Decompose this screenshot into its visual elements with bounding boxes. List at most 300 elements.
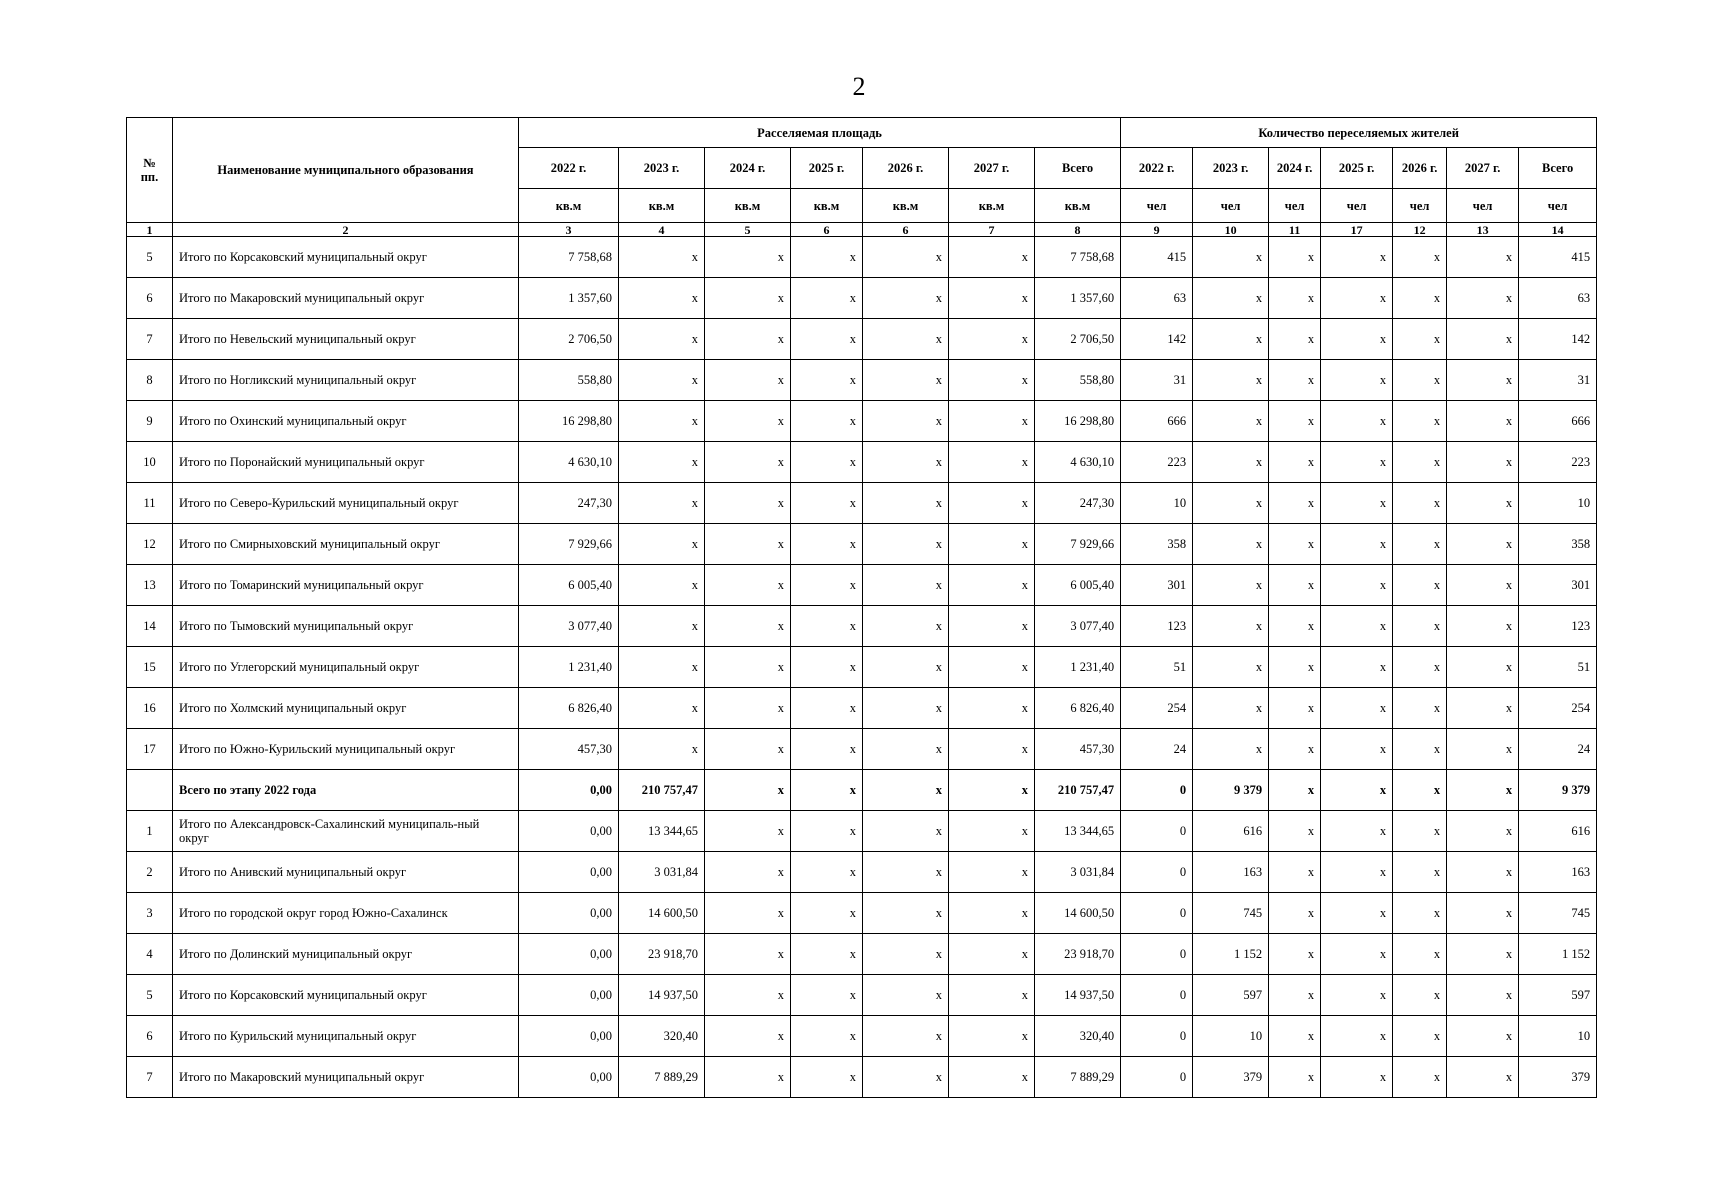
area-value-cell: х: [619, 729, 705, 770]
people-count-cell: 1 152: [1519, 934, 1597, 975]
people-count-cell: х: [1193, 483, 1269, 524]
people-count-cell: х: [1393, 852, 1447, 893]
area-value-cell: х: [791, 729, 863, 770]
area-value-cell: х: [705, 401, 791, 442]
row-number-cell: 7: [127, 319, 173, 360]
area-value-cell: х: [791, 401, 863, 442]
area-unit-header: кв.м: [791, 189, 863, 223]
municipality-name-cell: Итого по Холмский муниципальный округ: [173, 688, 519, 729]
area-value-cell: х: [863, 401, 949, 442]
row-number-cell: 13: [127, 565, 173, 606]
municipality-name-cell: Итого по Тымовский муниципальный округ: [173, 606, 519, 647]
area-value-cell: х: [949, 483, 1035, 524]
people-count-cell: 31: [1121, 360, 1193, 401]
people-count-cell: х: [1393, 319, 1447, 360]
people-count-cell: х: [1393, 278, 1447, 319]
people-count-cell: х: [1321, 237, 1393, 278]
area-value-cell: х: [705, 688, 791, 729]
area-value-cell: 320,40: [619, 1016, 705, 1057]
area-unit-header: кв.м: [519, 189, 619, 223]
row-number-cell: 9: [127, 401, 173, 442]
row-number-cell: 8: [127, 360, 173, 401]
area-value-cell: х: [949, 1016, 1035, 1057]
people-count-cell: х: [1321, 1016, 1393, 1057]
people-count-cell: х: [1447, 565, 1519, 606]
municipality-name-cell: Итого по Курильский муниципальный округ: [173, 1016, 519, 1057]
people-count-cell: х: [1447, 934, 1519, 975]
header-area-group: Расселяемая площадь: [519, 118, 1121, 148]
people-count-cell: 63: [1519, 278, 1597, 319]
people-count-cell: х: [1393, 647, 1447, 688]
table-row: [127, 237, 1597, 278]
people-unit-header: чел: [1519, 189, 1597, 223]
area-value-cell: 0,00: [519, 975, 619, 1016]
people-count-cell: 31: [1519, 360, 1597, 401]
area-value-cell: х: [949, 401, 1035, 442]
area-value-cell: х: [949, 688, 1035, 729]
area-value-cell: х: [619, 606, 705, 647]
people-year-header: 2025 г.: [1321, 148, 1393, 189]
area-year-header: Всего: [1035, 148, 1121, 189]
area-value-cell: 16 298,80: [1035, 401, 1121, 442]
people-count-cell: х: [1269, 647, 1321, 688]
municipality-name-cell: Итого по Макаровский муниципальный округ: [173, 278, 519, 319]
people-count-cell: 10: [1121, 483, 1193, 524]
people-unit-header: чел: [1193, 189, 1269, 223]
area-value-cell: 210 757,47: [1035, 770, 1121, 811]
area-value-cell: 7 758,68: [1035, 237, 1121, 278]
row-number-cell: 6: [127, 1016, 173, 1057]
people-count-cell: х: [1447, 360, 1519, 401]
area-value-cell: х: [791, 975, 863, 1016]
people-count-cell: 616: [1193, 811, 1269, 852]
people-count-cell: х: [1193, 401, 1269, 442]
people-count-cell: х: [1447, 606, 1519, 647]
area-unit-header: кв.м: [1035, 189, 1121, 223]
table-row: [127, 934, 1597, 975]
area-value-cell: 457,30: [1035, 729, 1121, 770]
area-value-cell: х: [949, 934, 1035, 975]
municipality-name-cell: Итого по Южно-Курильский муниципальный округ: [173, 729, 519, 770]
row-number-cell: 10: [127, 442, 173, 483]
row-number-cell: 3: [127, 893, 173, 934]
area-value-cell: х: [949, 319, 1035, 360]
area-value-cell: х: [791, 524, 863, 565]
people-count-cell: х: [1269, 524, 1321, 565]
people-count-cell: 745: [1193, 893, 1269, 934]
people-count-cell: 379: [1519, 1057, 1597, 1098]
people-year-header: 2027 г.: [1447, 148, 1519, 189]
municipality-name-cell: Итого по Макаровский муниципальный округ: [173, 1057, 519, 1098]
people-count-cell: х: [1447, 483, 1519, 524]
area-value-cell: х: [791, 360, 863, 401]
row-number-cell: 4: [127, 934, 173, 975]
people-count-cell: х: [1269, 1057, 1321, 1098]
area-value-cell: 7 758,68: [519, 237, 619, 278]
people-count-cell: 597: [1193, 975, 1269, 1016]
area-year-header: 2024 г.: [705, 148, 791, 189]
column-number: 9: [1121, 223, 1193, 237]
area-value-cell: х: [863, 1057, 949, 1098]
people-count-cell: 142: [1121, 319, 1193, 360]
area-value-cell: х: [619, 524, 705, 565]
people-count-cell: 301: [1519, 565, 1597, 606]
area-value-cell: х: [705, 483, 791, 524]
area-value-cell: х: [705, 237, 791, 278]
people-count-cell: х: [1269, 770, 1321, 811]
municipality-name-cell: Всего по этапу 2022 года: [173, 770, 519, 811]
people-count-cell: 254: [1121, 688, 1193, 729]
area-value-cell: 4 630,10: [519, 442, 619, 483]
people-count-cell: 9 379: [1193, 770, 1269, 811]
people-year-header: 2026 г.: [1393, 148, 1447, 189]
area-value-cell: х: [791, 1057, 863, 1098]
people-count-cell: 415: [1519, 237, 1597, 278]
area-value-cell: х: [705, 1016, 791, 1057]
area-value-cell: х: [791, 278, 863, 319]
people-count-cell: 51: [1519, 647, 1597, 688]
people-count-cell: х: [1269, 975, 1321, 1016]
area-year-header: 2025 г.: [791, 148, 863, 189]
people-count-cell: х: [1447, 442, 1519, 483]
area-value-cell: 7 889,29: [619, 1057, 705, 1098]
people-count-cell: х: [1269, 934, 1321, 975]
municipality-name-cell: Итого по Северо-Курильский муниципальный округ: [173, 483, 519, 524]
area-value-cell: 7 889,29: [1035, 1057, 1121, 1098]
people-count-cell: х: [1269, 1016, 1321, 1057]
area-value-cell: х: [791, 688, 863, 729]
people-count-cell: х: [1321, 442, 1393, 483]
people-count-cell: х: [1321, 401, 1393, 442]
municipality-name-cell: Итого по Ногликский муниципальный округ: [173, 360, 519, 401]
people-count-cell: х: [1393, 934, 1447, 975]
people-count-cell: х: [1447, 319, 1519, 360]
area-value-cell: х: [791, 811, 863, 852]
area-value-cell: 4 630,10: [1035, 442, 1121, 483]
people-count-cell: х: [1393, 729, 1447, 770]
area-value-cell: х: [949, 852, 1035, 893]
area-value-cell: х: [863, 975, 949, 1016]
area-value-cell: х: [619, 237, 705, 278]
area-value-cell: 1 231,40: [519, 647, 619, 688]
table-row: [127, 319, 1597, 360]
header-name: Наименование муниципального образования: [173, 118, 519, 223]
column-number: 2: [173, 223, 519, 237]
people-count-cell: х: [1447, 852, 1519, 893]
area-value-cell: х: [791, 237, 863, 278]
people-count-cell: х: [1269, 811, 1321, 852]
area-value-cell: х: [949, 442, 1035, 483]
area-value-cell: х: [863, 893, 949, 934]
area-unit-header: кв.м: [863, 189, 949, 223]
area-value-cell: х: [863, 319, 949, 360]
area-unit-header: кв.м: [619, 189, 705, 223]
area-value-cell: х: [619, 688, 705, 729]
area-value-cell: х: [863, 1016, 949, 1057]
area-value-cell: х: [705, 729, 791, 770]
area-value-cell: х: [705, 975, 791, 1016]
row-number-cell: 5: [127, 237, 173, 278]
area-value-cell: 16 298,80: [519, 401, 619, 442]
area-value-cell: 23 918,70: [1035, 934, 1121, 975]
people-count-cell: 0: [1121, 893, 1193, 934]
table-row: [127, 852, 1597, 893]
area-value-cell: х: [619, 319, 705, 360]
area-value-cell: х: [949, 278, 1035, 319]
area-value-cell: 0,00: [519, 934, 619, 975]
column-number: 3: [519, 223, 619, 237]
people-count-cell: х: [1321, 852, 1393, 893]
people-count-cell: х: [1393, 1057, 1447, 1098]
table-row: [127, 401, 1597, 442]
row-number-cell: 16: [127, 688, 173, 729]
people-count-cell: 223: [1519, 442, 1597, 483]
table-row: [127, 1016, 1597, 1057]
people-count-cell: х: [1393, 606, 1447, 647]
area-value-cell: 13 344,65: [619, 811, 705, 852]
people-count-cell: х: [1269, 360, 1321, 401]
municipality-name-cell: Итого по Смирныховский муниципальный округ: [173, 524, 519, 565]
people-count-cell: 597: [1519, 975, 1597, 1016]
municipality-name-cell: Итого по Томаринский муниципальный округ: [173, 565, 519, 606]
people-count-cell: 142: [1519, 319, 1597, 360]
column-number: 6: [863, 223, 949, 237]
people-count-cell: 9 379: [1519, 770, 1597, 811]
people-unit-header: чел: [1321, 189, 1393, 223]
area-value-cell: 3 031,84: [619, 852, 705, 893]
area-value-cell: х: [619, 278, 705, 319]
area-value-cell: х: [863, 442, 949, 483]
area-value-cell: 14 937,50: [1035, 975, 1121, 1016]
column-number: 17: [1321, 223, 1393, 237]
area-value-cell: х: [863, 483, 949, 524]
people-count-cell: х: [1321, 1057, 1393, 1098]
people-count-cell: 0: [1121, 1057, 1193, 1098]
people-count-cell: х: [1193, 524, 1269, 565]
resettlement-table: [126, 117, 1597, 1098]
area-value-cell: 247,30: [519, 483, 619, 524]
column-number: 5: [705, 223, 791, 237]
people-count-cell: х: [1269, 237, 1321, 278]
area-value-cell: х: [705, 934, 791, 975]
area-value-cell: х: [949, 770, 1035, 811]
header-people-group: Количество переселяемых жителей: [1121, 118, 1597, 148]
people-count-cell: х: [1269, 852, 1321, 893]
table-row: [127, 360, 1597, 401]
people-count-cell: 10: [1193, 1016, 1269, 1057]
people-count-cell: х: [1447, 893, 1519, 934]
people-count-cell: х: [1447, 278, 1519, 319]
area-value-cell: х: [791, 770, 863, 811]
people-count-cell: 301: [1121, 565, 1193, 606]
people-count-cell: х: [1193, 647, 1269, 688]
area-value-cell: х: [863, 606, 949, 647]
people-count-cell: х: [1393, 1016, 1447, 1057]
area-value-cell: х: [863, 852, 949, 893]
column-number: 14: [1519, 223, 1597, 237]
area-value-cell: х: [863, 688, 949, 729]
area-value-cell: 6 005,40: [1035, 565, 1121, 606]
table-row: [127, 647, 1597, 688]
area-value-cell: х: [705, 647, 791, 688]
people-count-cell: х: [1447, 770, 1519, 811]
area-value-cell: х: [705, 893, 791, 934]
area-value-cell: 3 077,40: [519, 606, 619, 647]
people-count-cell: 254: [1519, 688, 1597, 729]
municipality-name-cell: Итого по Долинский муниципальный округ: [173, 934, 519, 975]
people-count-cell: 358: [1121, 524, 1193, 565]
people-count-cell: х: [1447, 237, 1519, 278]
people-count-cell: 616: [1519, 811, 1597, 852]
municipality-name-cell: Итого по Анивский муниципальный округ: [173, 852, 519, 893]
table-row: [127, 442, 1597, 483]
table-row: [127, 524, 1597, 565]
people-year-header: Всего: [1519, 148, 1597, 189]
area-value-cell: х: [949, 606, 1035, 647]
people-count-cell: х: [1269, 729, 1321, 770]
area-value-cell: х: [791, 647, 863, 688]
area-year-header: 2026 г.: [863, 148, 949, 189]
people-count-cell: х: [1321, 360, 1393, 401]
people-count-cell: х: [1321, 606, 1393, 647]
area-value-cell: х: [791, 606, 863, 647]
area-value-cell: 0,00: [519, 1057, 619, 1098]
table-row: [127, 1057, 1597, 1098]
area-value-cell: х: [705, 524, 791, 565]
people-count-cell: х: [1447, 524, 1519, 565]
area-value-cell: 0,00: [519, 770, 619, 811]
area-value-cell: 1 357,60: [519, 278, 619, 319]
people-unit-header: чел: [1121, 189, 1193, 223]
people-count-cell: 0: [1121, 811, 1193, 852]
people-count-cell: 63: [1121, 278, 1193, 319]
people-count-cell: х: [1193, 606, 1269, 647]
people-count-cell: х: [1193, 319, 1269, 360]
people-count-cell: 223: [1121, 442, 1193, 483]
area-value-cell: 210 757,47: [619, 770, 705, 811]
area-value-cell: х: [949, 565, 1035, 606]
area-value-cell: х: [705, 1057, 791, 1098]
people-count-cell: х: [1447, 811, 1519, 852]
area-value-cell: 7 929,66: [519, 524, 619, 565]
municipality-name-cell: Итого по Углегорский муниципальный округ: [173, 647, 519, 688]
people-count-cell: х: [1321, 565, 1393, 606]
area-value-cell: х: [705, 360, 791, 401]
area-value-cell: х: [619, 647, 705, 688]
people-count-cell: 745: [1519, 893, 1597, 934]
area-value-cell: х: [863, 278, 949, 319]
municipality-name-cell: Итого по Корсаковский муниципальный округ: [173, 975, 519, 1016]
area-value-cell: х: [705, 565, 791, 606]
area-value-cell: х: [705, 319, 791, 360]
people-count-cell: 163: [1519, 852, 1597, 893]
people-count-cell: х: [1193, 360, 1269, 401]
people-count-cell: х: [1193, 729, 1269, 770]
people-year-header: 2024 г.: [1269, 148, 1321, 189]
area-value-cell: 0,00: [519, 1016, 619, 1057]
area-value-cell: х: [705, 811, 791, 852]
people-count-cell: х: [1393, 893, 1447, 934]
area-value-cell: х: [863, 729, 949, 770]
table-row: [127, 729, 1597, 770]
people-count-cell: х: [1447, 729, 1519, 770]
people-count-cell: х: [1393, 401, 1447, 442]
area-value-cell: 14 600,50: [1035, 893, 1121, 934]
people-count-cell: х: [1447, 1057, 1519, 1098]
page-number: 2: [852, 72, 866, 101]
row-number-cell: 15: [127, 647, 173, 688]
area-value-cell: х: [949, 893, 1035, 934]
people-unit-header: чел: [1393, 189, 1447, 223]
people-count-cell: х: [1321, 688, 1393, 729]
people-count-cell: х: [1321, 975, 1393, 1016]
area-value-cell: х: [863, 360, 949, 401]
column-number: 8: [1035, 223, 1121, 237]
area-value-cell: х: [949, 360, 1035, 401]
people-count-cell: 666: [1121, 401, 1193, 442]
people-count-cell: х: [1193, 565, 1269, 606]
people-count-cell: х: [1393, 688, 1447, 729]
people-count-cell: х: [1321, 811, 1393, 852]
header-num: № пп.: [127, 118, 173, 223]
area-value-cell: х: [791, 442, 863, 483]
area-value-cell: 558,80: [1035, 360, 1121, 401]
area-value-cell: 0,00: [519, 852, 619, 893]
people-count-cell: х: [1269, 319, 1321, 360]
people-count-cell: 123: [1121, 606, 1193, 647]
people-count-cell: х: [1193, 237, 1269, 278]
people-count-cell: х: [1269, 278, 1321, 319]
area-value-cell: 1 231,40: [1035, 647, 1121, 688]
area-value-cell: х: [705, 852, 791, 893]
area-value-cell: х: [705, 278, 791, 319]
area-value-cell: х: [949, 729, 1035, 770]
column-number: 13: [1447, 223, 1519, 237]
people-count-cell: 0: [1121, 1016, 1193, 1057]
people-count-cell: 666: [1519, 401, 1597, 442]
people-count-cell: х: [1269, 893, 1321, 934]
area-value-cell: 14 937,50: [619, 975, 705, 1016]
table-total-row: [127, 770, 1597, 811]
row-number-cell: 6: [127, 278, 173, 319]
people-count-cell: 379: [1193, 1057, 1269, 1098]
municipality-name-cell: Итого по Невельский муниципальный округ: [173, 319, 519, 360]
area-value-cell: х: [705, 770, 791, 811]
area-value-cell: 457,30: [519, 729, 619, 770]
area-value-cell: х: [619, 565, 705, 606]
area-value-cell: 320,40: [1035, 1016, 1121, 1057]
column-number: 10: [1193, 223, 1269, 237]
people-count-cell: х: [1193, 442, 1269, 483]
people-count-cell: х: [1321, 729, 1393, 770]
column-number: 6: [791, 223, 863, 237]
area-value-cell: х: [705, 606, 791, 647]
table-row: [127, 565, 1597, 606]
table-row: [127, 483, 1597, 524]
area-value-cell: х: [791, 565, 863, 606]
people-count-cell: х: [1269, 442, 1321, 483]
area-value-cell: х: [791, 934, 863, 975]
people-count-cell: х: [1393, 442, 1447, 483]
area-value-cell: 23 918,70: [619, 934, 705, 975]
area-value-cell: 247,30: [1035, 483, 1121, 524]
area-value-cell: х: [863, 647, 949, 688]
area-value-cell: х: [705, 442, 791, 483]
people-count-cell: 0: [1121, 934, 1193, 975]
people-count-cell: х: [1447, 688, 1519, 729]
area-value-cell: 1 357,60: [1035, 278, 1121, 319]
area-value-cell: х: [863, 770, 949, 811]
